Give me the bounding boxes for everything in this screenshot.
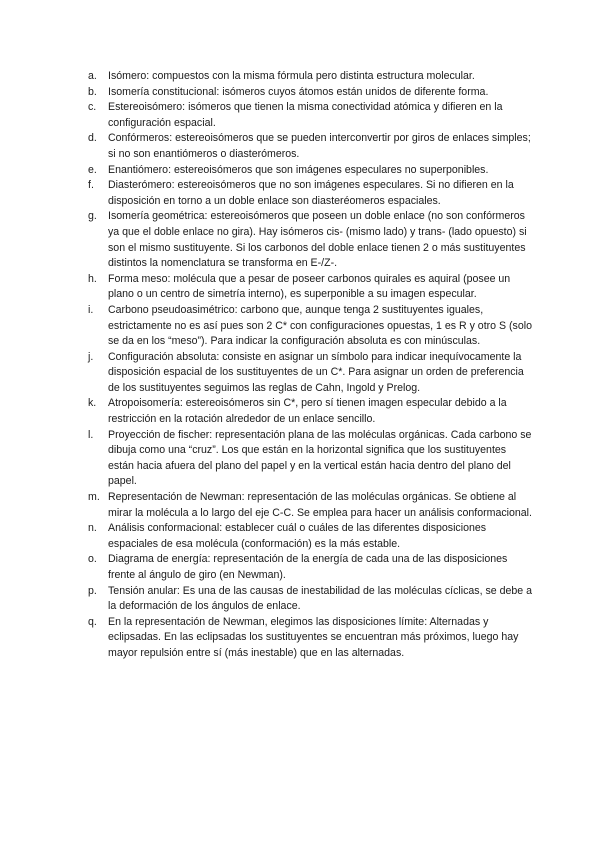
list-marker: d. [88,132,97,145]
item-text: Enantiómero: estereoisómeros que son imágenes especulares no superponibles. [108,163,489,176]
item-text: Carbono pseudoasimétrico: carbono que, aunque tenga 2 sustituyentes iguales, estrictamente no es así pues son 2 C* con configuraciones opuestas, 1 es R y otro S (solo se da en los “meso”). Para indicar la configuración absoluta es con minúsculas. [108,303,532,348]
item-text: Forma meso: molécula que a pesar de poseer carbonos quirales es aquiral (posee un plano o un centro de simetría interno), es superponible a su imagen especular. [108,272,511,301]
list-marker: h. [88,272,97,285]
list-item [88,131,533,162]
list-item [88,209,533,271]
item-text: Isomería constitucional: isómeros cuyos átomos están unidos de diferente forma. [108,85,489,98]
item-text: Representación de Newman: representación de las moléculas orgánicas. Se obtiene al mirar la molécula a lo largo del eje C-C. Se emplea para hacer un análisis conformacional. [108,491,532,519]
list-marker: n. [88,522,97,535]
item-text: Atropoisomería: estereoisómeros sin C*, pero sí tienen imagen especular debido a la restricción en la rotación alrededor de un enlace sencillo. [108,397,507,426]
list-item [88,521,533,552]
list-item [88,178,533,209]
item-text: Análisis conformacional: establecer cuál o cuáles de las diferentes disposiciones espaciales de esa molécula (conformación) es la más estable. [108,522,487,550]
list-item [88,584,533,615]
list-marker: l. [88,428,94,441]
item-text: Configuración absoluta: consiste en asignar un símbolo para indicar inequívocamente la disposición espacial de los sustituyentes de un C*. Para asignar un orden de preferencia de los sustituyentes seguimos las reglas de Cahn, Ingold y Prelog. [108,350,524,394]
list-marker: q. [88,615,97,628]
list-item [88,490,533,521]
item-text: Isomería geométrica: estereoisómeros que poseen un doble enlace (no son confórmeros ya que el doble enlace no gira). Hay isómeros cis- (mismo lado) y trans- (lado opuesto) si son el mismo sustituyente. Si los carbonos del doble enlace tienen 2 o más sustituyentes distintos la nomenclatura se transforma en E-/Z-. [108,210,527,270]
list-item [88,100,533,131]
definitions-list [88,69,533,662]
list-marker: g. [88,210,97,223]
list-item [88,552,533,583]
list-marker: o. [88,553,97,566]
list-item [88,272,533,303]
list-marker: m. [88,491,100,504]
item-text: Diasterómero: estereoisómeros que no son imágenes especulares. Si no difieren en la disposición en torno a un doble enlace son diasteréomeros espaciales. [108,179,514,207]
list-item [88,163,533,179]
list-item [88,615,533,662]
list-marker: a. [88,70,97,82]
item-text: Isómero: compuestos con la misma fórmula pero distinta estructura molecular. [108,70,475,82]
list-marker: e. [88,163,97,176]
list-marker: k. [88,397,97,410]
list-marker: p. [88,584,97,597]
item-text: Proyección de fischer: representación plana de las moléculas orgánicas. Cada carbono se dibuja como una “cruz”. Los que están en la horizontal significa que los sustituyentes están hacia afuera del plano del papel y en la vertical están hacia dentro del plano del papel. [108,428,532,488]
item-text: Estereoisómero: isómeros que tienen la misma conectividad atómica y difieren en la configuración espacial. [108,101,503,129]
list-marker: i. [88,303,94,316]
item-text: Tensión anular: Es una de las causas de inestabilidad de las moléculas cíclicas, se debe a la deformación de los ángulos de enlace. [108,584,533,613]
item-text: Diagrama de energía: representación de la energía de cada una de las disposiciones frente al ángulo de giro (en Newman). [108,553,508,581]
list-item [88,69,533,85]
list-marker: f. [88,179,94,192]
list-marker: j. [88,350,94,363]
list-marker: b. [88,85,97,98]
list-item [88,85,533,101]
item-text: En la representación de Newman, elegimos las disposiciones límite: Alternadas y eclipsadas. En las eclipsadas los sustituyentes se encuentran más próximos, luego hay mayor repulsión entre sí (más inestable) que en las alternadas. [108,615,519,659]
list-item [88,350,533,397]
list-marker: c. [88,101,97,114]
list-item [88,396,533,427]
list-item [88,303,533,350]
item-text: Confórmeros: estereoisómeros que se pueden interconvertir por giros de enlaces simples; si no son enantiómeros o diasterómeros. [108,132,531,160]
list-item [88,428,533,490]
